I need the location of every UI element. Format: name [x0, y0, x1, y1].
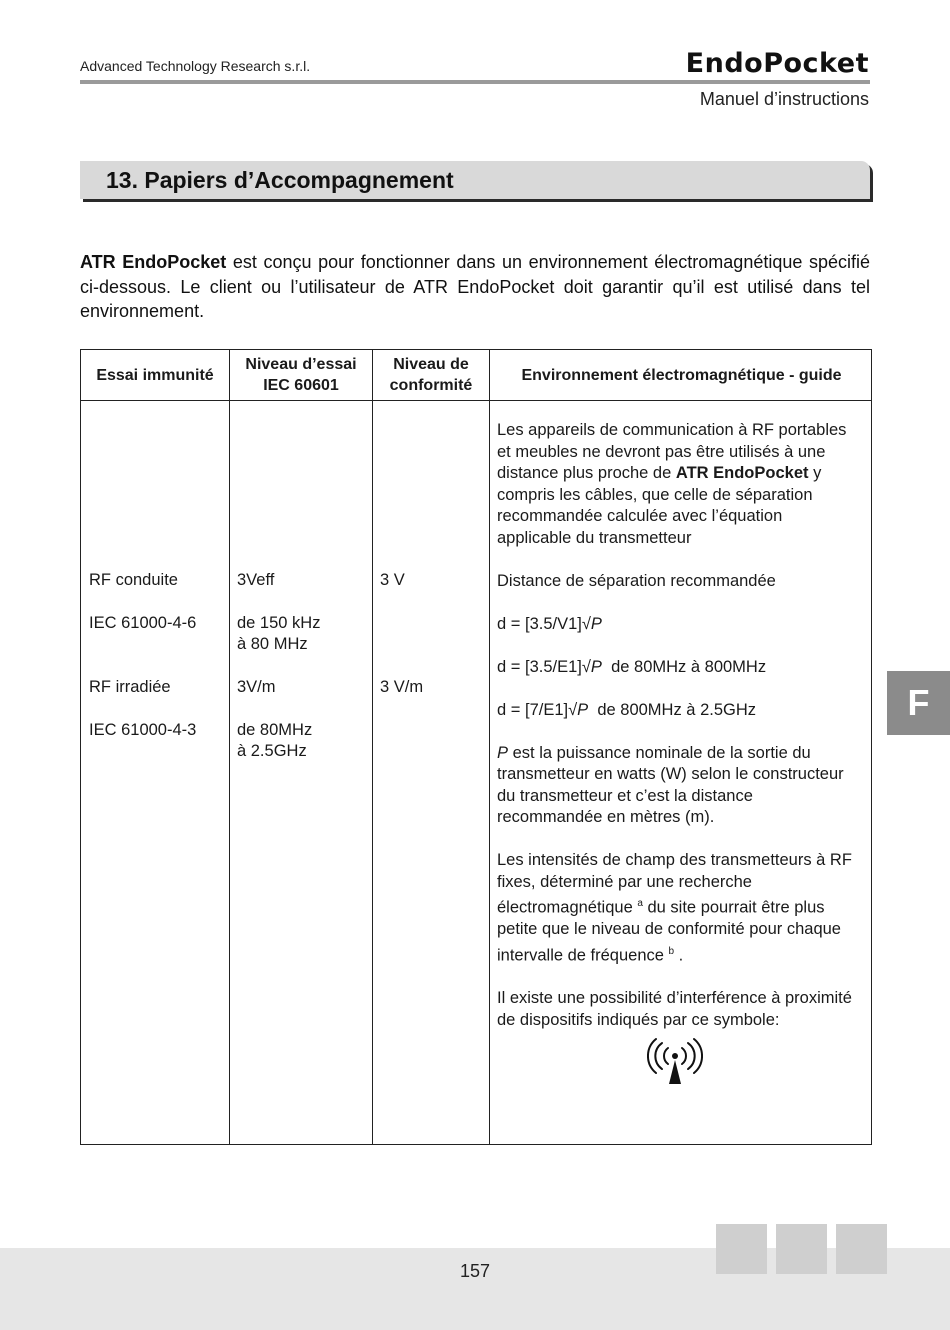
- intro-product-name: ATR EndoPocket: [80, 252, 227, 272]
- intro-paragraph: [80, 250, 870, 324]
- formula-text: d = [3.5/V1]√: [497, 614, 591, 633]
- section-header: [80, 161, 870, 199]
- formula-variable: P: [590, 614, 602, 633]
- cell-150khz: de 150 kHz: [237, 614, 321, 632]
- guide-interference-note: Il existe une possibilité d’interférence à proximité de dispositifs indiqués par ce symbole:: [497, 989, 852, 1029]
- language-tab-f: F: [887, 671, 950, 735]
- column-divider: [229, 350, 230, 1144]
- cell-2-5ghz: à 2.5GHz: [237, 742, 307, 760]
- company-name: Advanced Technology Research s.r.l.: [80, 58, 311, 74]
- cell-iec-61000-4-3: IEC 61000-4-3: [89, 721, 197, 739]
- formula-text: d = [7/E1]√: [497, 700, 578, 719]
- formula-text: d = [3.5/E1]√: [497, 657, 591, 676]
- footer-box: [776, 1224, 827, 1274]
- guide-field-strength: [497, 850, 857, 967]
- emc-immunity-table: [80, 349, 872, 1145]
- cell-3vm: 3V/m: [237, 678, 276, 696]
- guide-product-name: ATR EndoPocket: [675, 464, 809, 482]
- formula-range: de 80MHz à 800MHz: [601, 657, 767, 676]
- header-row-divider: [81, 400, 871, 401]
- guide-distance-label: Distance de séparation recommandée: [497, 571, 776, 590]
- intro-text: est conçu pour fonctionner dans un environnement électromagnétique spécifié ci-dessous. Le client ou l’utilisateur de ATR EndoPocket doit garantir qu’il est utilisé dans tel environnement.: [80, 252, 870, 321]
- formula-range: de 800MHz à 2.5GHz: [588, 700, 756, 719]
- column-divider: [489, 350, 490, 1144]
- guide-text: .: [674, 946, 684, 964]
- cell-iec-61000-4-6: IEC 61000-4-6: [89, 614, 197, 632]
- document-subtitle: Manuel d’instructions: [699, 89, 869, 109]
- non-ionizing-radiation-icon: [647, 1037, 703, 1089]
- footer-box: [836, 1224, 887, 1274]
- cell-rf-conduite: RF conduite: [89, 571, 178, 589]
- guide-text: Les intensités de champ des transmetteurs à RF fixes, déterminé par une recherche électromagnétique: [497, 851, 852, 917]
- guide-text: est la puissance nominale de la sortie du transmetteur en watts (W) selon le constructeur du transmetteur et c’est la distance recommandée en mètres (m).: [497, 743, 844, 826]
- formula-variable: P: [577, 700, 589, 719]
- cell-de-80mhz: de 80MHz: [237, 721, 313, 739]
- formula-variable: P: [497, 743, 509, 762]
- guide-text: du site pourrait être plus petite que le niveau de conformité pour chaque intervalle de fréquence: [497, 898, 841, 964]
- guide-power-definition: [497, 743, 857, 829]
- header-niveau-conformite: Niveau de conformité: [389, 356, 473, 394]
- header-niveau-essai: Niveau d’essai IEC 60601: [245, 356, 357, 394]
- header-divider: [80, 80, 870, 84]
- footnote-mark-a: a: [637, 898, 643, 909]
- guide-paragraph-rf-devices: [497, 420, 857, 549]
- cell-conf-3vm: 3 V/m: [380, 678, 424, 696]
- header-environnement-guide: Environnement électromagnétique - guide: [521, 366, 842, 384]
- cell-80mhz: à 80 MHz: [237, 635, 308, 653]
- guide-formula-conduite: [497, 614, 857, 636]
- guide-column: [497, 420, 857, 1089]
- footer-box: [716, 1224, 767, 1274]
- cell-rf-irradiee: RF irradiée: [89, 678, 171, 696]
- formula-variable: P: [590, 657, 602, 676]
- cell-3veff: 3Veff: [237, 571, 275, 589]
- guide-text: y compris les câbles, que celle de séparation recommandée calculée avec l’équation applicable du transmetteur: [497, 464, 822, 547]
- section-title: 13. Papiers d’Accompagnement: [106, 167, 454, 193]
- cell-conf-3v: 3 V: [380, 571, 405, 589]
- guide-formula-800-2500: [497, 700, 857, 722]
- guide-text: Les appareils de communication à RF portables et meubles ne devront pas être utilisés à une distance plus proche de: [497, 421, 847, 482]
- column-divider: [372, 350, 373, 1144]
- brand-logo: EndoPocket: [685, 48, 869, 79]
- footnote-mark-b: b: [668, 945, 675, 957]
- header-essai-immunite: Essai immunité: [96, 366, 214, 384]
- guide-formula-80-800: [497, 657, 857, 679]
- page-number: 157: [459, 1261, 491, 1281]
